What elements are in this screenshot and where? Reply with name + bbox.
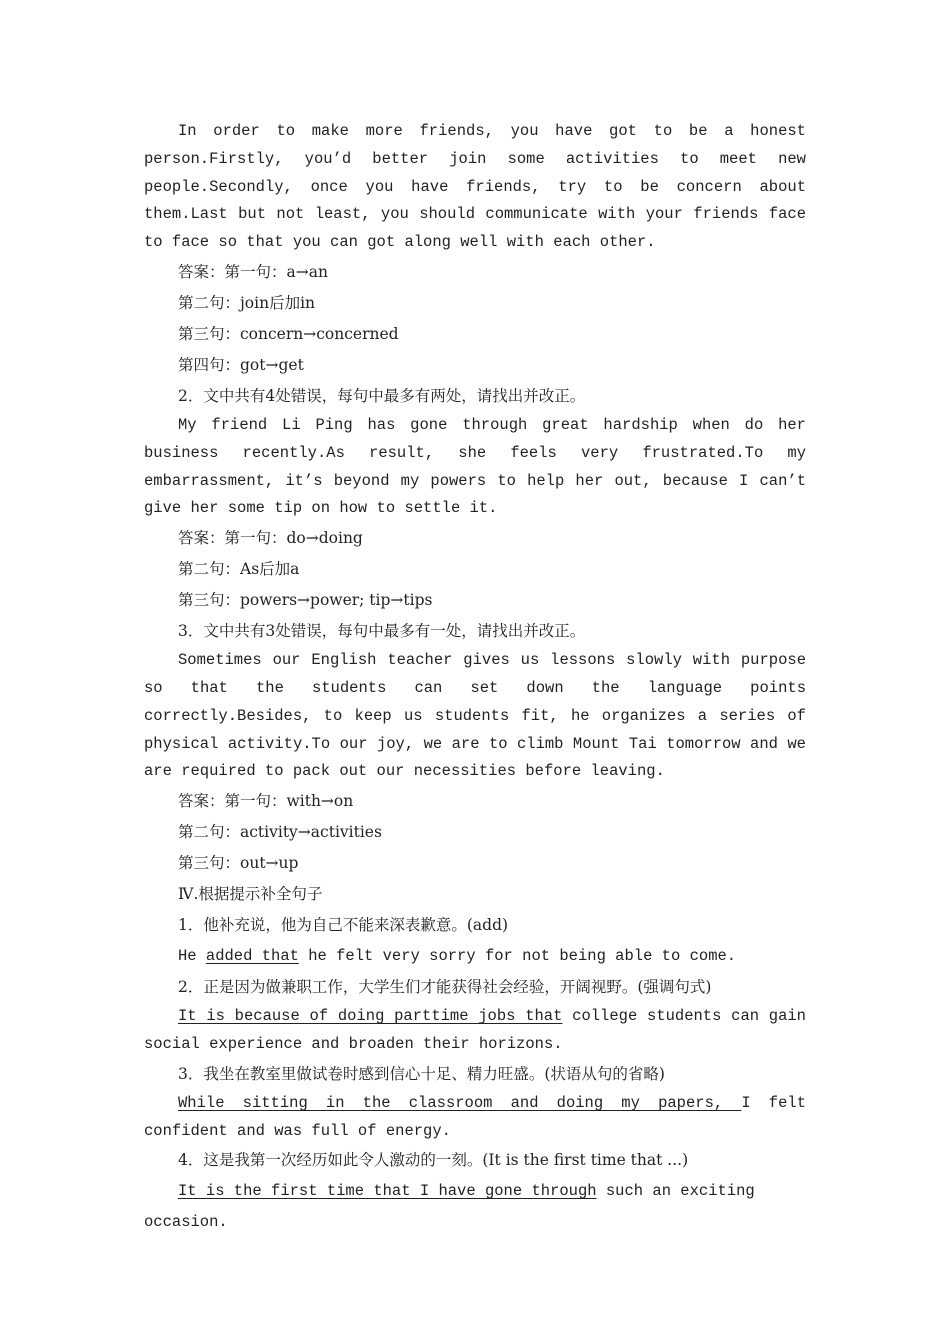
answer-1-line-4: 第四句：got→get — [178, 355, 304, 374]
sentence-1-pre: He — [178, 947, 206, 966]
sentence-4-answer — [144, 1176, 806, 1238]
sentence-3-post: I felt confident and was full of energy. — [144, 1093, 807, 1140]
passage-2: My friend Li Ping has gone through great hardship when do her business recently.As result, she feels very frustrated.To my embarrassment, it’s beyond my powers to help her out, because I can’t give her some tip on how to settle it. — [144, 415, 806, 518]
sentence-4-prompt: 4．这是我第一次经历如此令人激动的一刻。(It is the first time that ...) — [178, 1151, 689, 1170]
answer-2-line-2: 第二句：As后加a — [178, 560, 300, 579]
sentence-2-post: college students can gain social experience and broaden their horizons. — [144, 1007, 806, 1053]
answer-1-line-2: 第二句：join后加in — [178, 293, 316, 312]
answer-2-line-1: 答案：第一句：do→doing — [178, 529, 363, 548]
sentence-2-answer — [144, 1003, 806, 1059]
answer-1-line-1: 答案：第一句：a→an — [178, 262, 328, 281]
document-page — [144, 118, 806, 1238]
sentence-3-prompt: 3．我坐在教室里做试卷时感到信心十足、精力旺盛。(状语从句的省略) — [178, 1064, 665, 1083]
answer-1-line-3: 第三句：concern→concerned — [178, 324, 399, 343]
sentence-2-prompt: 2．正是因为做兼职工作，大学生们才能获得社会经验，开阔视野。(强调句式) — [178, 978, 712, 997]
sentence-1-prompt: 1．他补充说，他为自己不能来深表歉意。(add) — [178, 916, 509, 935]
sentence-1-post: he felt very sorry for not being able to come. — [298, 947, 737, 966]
sentence-4-fill: It is the first time that I have gone through — [178, 1182, 597, 1201]
section-4-heading: Ⅳ.根据提示补全句子 — [178, 885, 323, 904]
sentence-3-answer — [144, 1090, 806, 1146]
sentence-1-answer — [144, 941, 806, 972]
answer-3-line-2: 第二句：activity→activities — [178, 823, 382, 842]
question-3-heading: 3．文中共有3处错误，每句中最多有一处，请找出并改正。 — [178, 622, 586, 641]
sentence-3-fill: While sitting in the classroom and doing my papers, — [178, 1093, 742, 1112]
sentence-2-fill: It is because of doing parttime jobs that — [178, 1007, 563, 1026]
answer-2-line-3: 第三句：powers→power; tip→tips — [178, 591, 433, 610]
sentence-4-post: such an exciting occasion. — [144, 1182, 755, 1232]
passage-3: Sometimes our English teacher gives us lessons slowly with purpose so that the students can set down the language points correctly.Besides, to keep us students fit, he organizes a series of physical activity.To our joy, we are to climb Mount Tai tomorrow and we are required to pack out our necessities before leaving. — [144, 651, 806, 781]
question-2-heading: 2．文中共有4处错误，每句中最多有两处，请找出并改正。 — [178, 386, 586, 405]
answer-3-line-3: 第三句：out→up — [178, 854, 299, 873]
passage-1: In order to make more friends, you have got to be a honest person.Firstly, you’d better join some activities to meet new people.Secondly, once you have friends, try to be concern about them.Last but not least, you should communicate with your friends face to face so that you can got along well with each other. — [144, 122, 806, 252]
sentence-1-fill: added that — [205, 947, 299, 966]
answer-3-line-1: 答案：第一句：with→on — [178, 792, 354, 811]
